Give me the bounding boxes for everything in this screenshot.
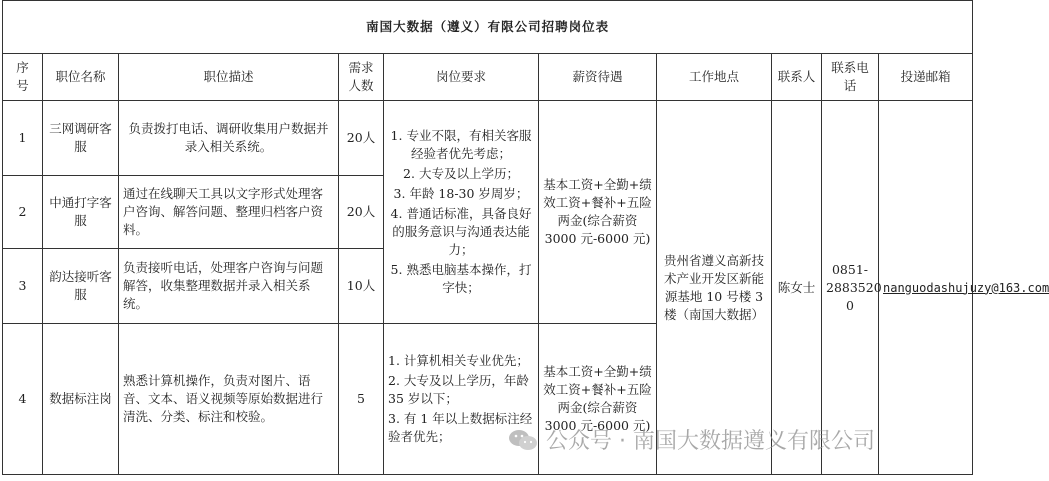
contact-person: 陈女士 [772, 101, 822, 475]
position-description: 通过在线聊天工具以文字形式处理客户咨询、解答问题、整理归档客户资料。 [119, 176, 339, 249]
recruitment-table [2, 0, 1049, 475]
position-description: 负责拨打电话、调研收集用户数据并录入相关系统。 [119, 101, 339, 176]
header-contact: 联系人 [772, 54, 822, 101]
header-count: 需求 人数 [339, 54, 384, 101]
position-description: 负责接听电话，处理客户咨询与问题解答，收集整理数据并录入相关系统。 [119, 249, 339, 324]
work-location: 贵州省遵义高新技术产业开发区新能源基地 10 号楼 3 楼（南国大数据） [657, 101, 772, 475]
header-description: 职位描述 [119, 54, 339, 101]
header-seq: 序 号 [3, 54, 43, 101]
requirement-item: 1. 计算机相关专业优先； [388, 353, 529, 368]
requirement-item: 3. 年龄 18-30 岁周岁； [393, 186, 529, 201]
position-name: 数据标注岗 [43, 324, 119, 475]
requirement-item: 3. 有 1 年以上数据标注经验者优先； [388, 411, 533, 444]
requirement-item: 2. 大专及以上学历； [403, 166, 519, 181]
header-position: 职位名称 [43, 54, 119, 101]
position-name: 三网调研客服 [43, 101, 119, 176]
header-requirements: 岗位要求 [384, 54, 539, 101]
wechat-icon [508, 428, 538, 452]
header-phone: 联系电 话 [822, 54, 879, 101]
header-email: 投递邮箱 [879, 54, 973, 101]
requirement-item: 4. 普通话标准，具备良好的服务意识与沟通表达能力； [390, 206, 532, 257]
headcount: 20人 [339, 176, 384, 249]
row-number: 3 [3, 249, 43, 324]
row-number: 1 [3, 101, 43, 176]
wechat-watermark [508, 424, 875, 455]
headcount: 10人 [339, 249, 384, 324]
requirement-item: 5. 熟悉电脑基本操作，打字快； [390, 262, 532, 295]
header-row [3, 54, 973, 101]
watermark-text: 公众号 · 南国大数据遵义有限公司 [546, 429, 875, 454]
requirement-item: 1. 专业不限，有相关客服经验者优先考虑； [390, 128, 532, 161]
email-link[interactable]: nanguodashujuzy@163.com [883, 280, 1049, 295]
row-number: 4 [3, 324, 43, 475]
headcount: 20人 [339, 101, 384, 176]
salary-cell-group1: 基本工资+全勤+绩效工资+餐补+五险两金(综合薪资 3000 元-6000 元) [539, 101, 657, 324]
page-title: 南国大数据（遵义）有限公司招聘岗位表 [3, 1, 973, 54]
position-description: 熟悉计算机操作，负责对图片、语音、文本、语义视频等原始数据进行清洗、分类、标注和校验。 [119, 324, 339, 475]
requirement-item: 2. 大专及以上学历，年龄 35 岁以下； [388, 373, 529, 406]
table-row [3, 101, 973, 176]
requirements-cell-group1 [384, 101, 539, 324]
email-cell [879, 101, 1049, 475]
header-location: 工作地点 [657, 54, 772, 101]
position-name: 中通打字客服 [43, 176, 119, 249]
salary-cell-group2: 基本工资+全勤+绩效工资+餐补+五险两金(综合薪资 3000 元-6000 元) [539, 324, 657, 475]
header-salary: 薪资待遇 [539, 54, 657, 101]
position-name: 韵达接听客服 [43, 249, 119, 324]
row-number: 2 [3, 176, 43, 249]
headcount: 5 [339, 324, 384, 475]
contact-phone: 0851-2883520 0 [822, 101, 879, 475]
